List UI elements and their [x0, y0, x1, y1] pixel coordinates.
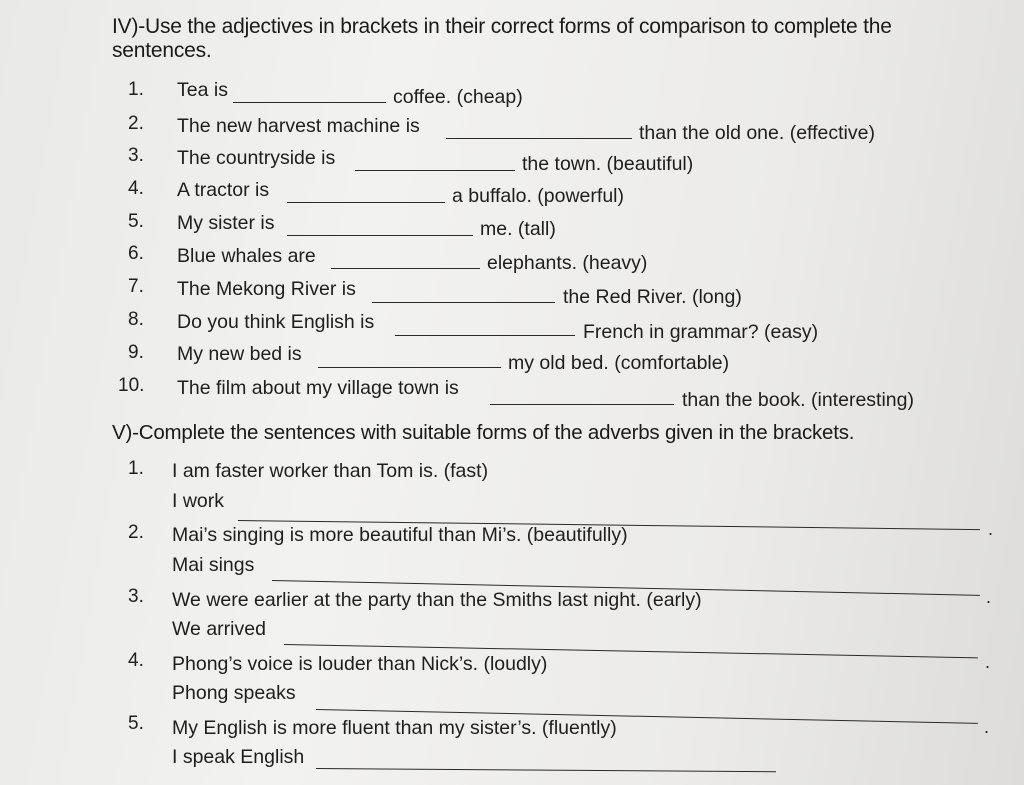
- period-mark: .: [984, 717, 990, 737]
- period-mark: .: [988, 519, 994, 539]
- item-number: 6.: [128, 243, 144, 264]
- sentence-start: Tea is: [177, 79, 228, 101]
- sentence-start: My sister is: [177, 212, 275, 234]
- answer-blank[interactable]: [446, 138, 632, 139]
- sentence-start: A tractor is: [177, 179, 270, 201]
- sentence-start: My new bed is: [177, 343, 302, 365]
- answer-blank[interactable]: [318, 367, 501, 368]
- sentence-start: Blue whales are: [177, 245, 316, 267]
- period-mark: .: [985, 652, 991, 672]
- sentence: My English is more fluent than my sister’s. (fluently): [172, 717, 617, 739]
- answer-prompt: I work: [172, 490, 225, 512]
- sentence: I am faster worker than Tom is. (fast): [172, 460, 489, 482]
- item-number: 1.: [128, 79, 144, 100]
- answer-blank[interactable]: [372, 302, 555, 303]
- sentence-end: the town. (beautiful): [522, 153, 694, 175]
- sentence-start: The Mekong River is: [177, 278, 356, 300]
- sentence: We were earlier at the party than the Smiths last night. (early): [172, 589, 702, 611]
- answer-prompt: Phong speaks: [172, 682, 296, 704]
- sentence-start: The film about my village town is: [177, 377, 459, 399]
- item-number: 8.: [128, 309, 144, 330]
- answer-blank[interactable]: [395, 335, 575, 336]
- sentence: Phong’s voice is louder than Nick’s. (loudly): [172, 653, 548, 675]
- answer-blank[interactable]: [331, 268, 480, 269]
- sentence-end: French in grammar? (easy): [583, 321, 819, 343]
- item-number: 3.: [128, 586, 144, 607]
- item-number: 2.: [128, 113, 144, 134]
- section-5-title: V)-Complete the sentences with suitable forms of the adverbs given in the brackets.: [112, 421, 855, 444]
- sentence-end: coffee. (cheap): [393, 86, 523, 108]
- item-number: 5.: [128, 713, 144, 734]
- item-number: 3.: [128, 145, 144, 166]
- section-4-title-line2: sentences.: [112, 39, 212, 62]
- sentence-end: my old bed. (comfortable): [508, 352, 730, 374]
- sentence-end: me. (tall): [480, 218, 556, 240]
- answer-prompt: Mai sings: [172, 554, 255, 576]
- section-4-title-line1: IV)-Use the adjectives in brackets in their correct forms of comparison to complete the: [112, 15, 892, 38]
- sentence-end: than the book. (interesting): [682, 389, 914, 411]
- sentence-start: Do you think English is: [177, 311, 375, 333]
- item-number: 1.: [128, 458, 144, 479]
- answer-blank[interactable]: [355, 170, 515, 171]
- sentence-end: the Red River. (long): [563, 286, 742, 308]
- answer-prompt: We arrived: [172, 618, 266, 640]
- item-number: 10.: [118, 375, 145, 396]
- answer-line[interactable]: [316, 768, 776, 772]
- answer-blank[interactable]: [287, 235, 473, 236]
- sentence: Mai’s singing is more beautiful than Mi’s. (beautifully): [172, 524, 628, 546]
- answer-blank[interactable]: [287, 202, 445, 203]
- sentence-end: than the old one. (effective): [639, 122, 875, 144]
- item-number: 4.: [128, 650, 144, 671]
- sentence-start: The new harvest machine is: [177, 115, 420, 137]
- sentence-end: elephants. (heavy): [487, 252, 648, 274]
- item-number: 4.: [128, 178, 144, 199]
- answer-prompt: I speak English: [172, 746, 305, 768]
- answer-blank[interactable]: [490, 404, 674, 405]
- item-number: 7.: [128, 276, 144, 297]
- sentence-end: a buffalo. (powerful): [452, 185, 624, 207]
- item-number: 9.: [128, 342, 144, 363]
- answer-blank[interactable]: [233, 102, 386, 103]
- period-mark: .: [986, 587, 992, 607]
- item-number: 5.: [128, 211, 144, 232]
- item-number: 2.: [128, 522, 144, 543]
- sentence-start: The countryside is: [177, 147, 336, 169]
